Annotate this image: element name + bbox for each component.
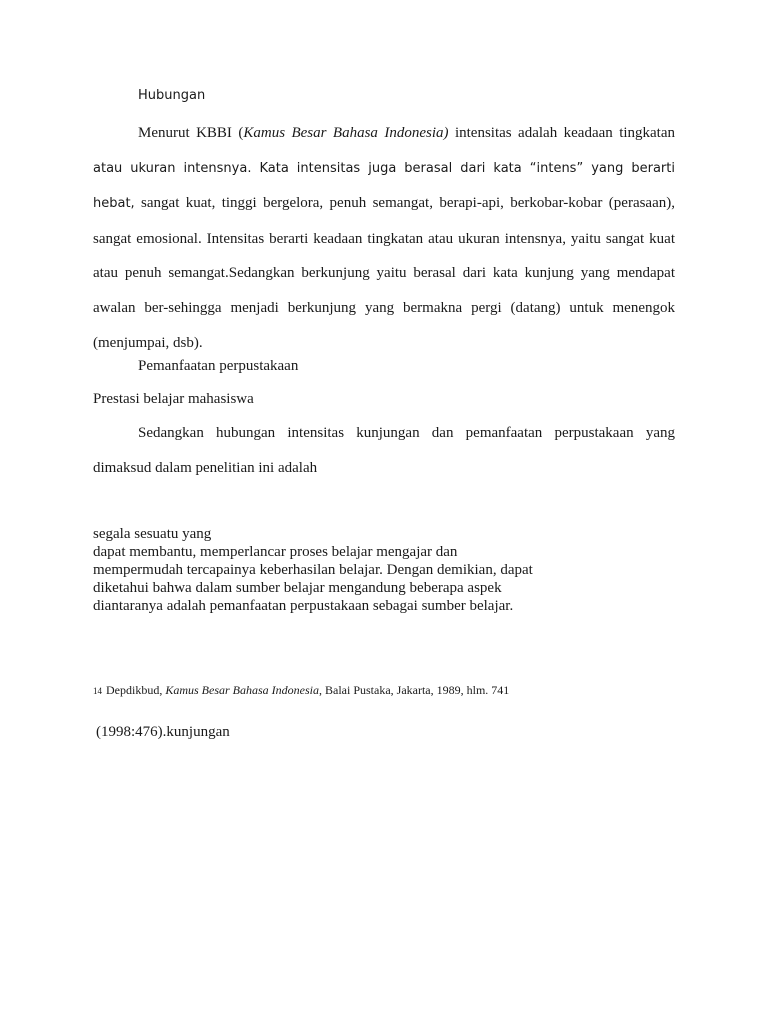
paragraph-rest: sangat kuat, tinggi bergelora, penuh semangat, berapi-api, berkobar-kobar (perasaan), sangat emosional. Intensitas berarti keadaan tingkatan atau ukuran intensnya, yaitu sangat kuat atau penuh semangat.Sedangkan berkunjung yaitu berasal dari kata kunjung yang mendapat awalan ber-sehingga menjadi berkunjung yang bermakna pergi (datang) untuk menengok (menjumpai, dsb). <box>93 195 675 351</box>
paragraph-definition <box>93 116 675 360</box>
block-line: diantaranya adalah pemanfaatan perpustakaan sebagai sumber belajar. <box>93 598 514 614</box>
section-heading: Hubungan <box>138 88 206 103</box>
block-line: segala sesuatu yang <box>93 526 212 542</box>
footnote-author: Depdikbud, <box>106 683 166 697</box>
quoted-block <box>93 525 533 615</box>
footnote-rest: , Balai Pustaka, Jakarta, 1989, hlm. 741 <box>319 683 510 697</box>
line-prestasi: Prestasi belajar mahasiswa <box>93 391 254 407</box>
line-pemanfaatan: Pemanfaatan perpustakaan <box>138 358 299 374</box>
block-line: dapat membantu, memperlancar proses belajar mengajar dan <box>93 544 458 560</box>
footnote-number: 14 <box>93 686 102 696</box>
footnote <box>93 683 509 698</box>
paragraph-after-title: intensitas adalah keadaan tingkatan <box>448 125 676 141</box>
block-line: diketahui bahwa dalam sumber belajar mengandung beberapa aspek <box>93 580 502 596</box>
kbbi-title: Kamus Besar Bahasa Indonesia) <box>243 125 449 141</box>
paragraph-sans-phrase: atau ukuran intensnya. Kata intensitas juga berasal dari kata “intens” yang berarti hebat, <box>93 160 675 212</box>
block-line: mempermudah tercapainya keberhasilan belajar. Dengan demikian, dapat <box>93 562 533 578</box>
citation-line: (1998:476).kunjungan <box>96 724 230 740</box>
paragraph-intro: Menurut KBBI ( <box>138 125 244 141</box>
footnote-title: Kamus Besar Bahasa Indonesia <box>165 683 319 697</box>
paragraph-hubungan: Sedangkan hubungan intensitas kunjungan dan pemanfaatan perpustakaan yang dimaksud dalam penelitian ini adalah <box>93 425 675 476</box>
